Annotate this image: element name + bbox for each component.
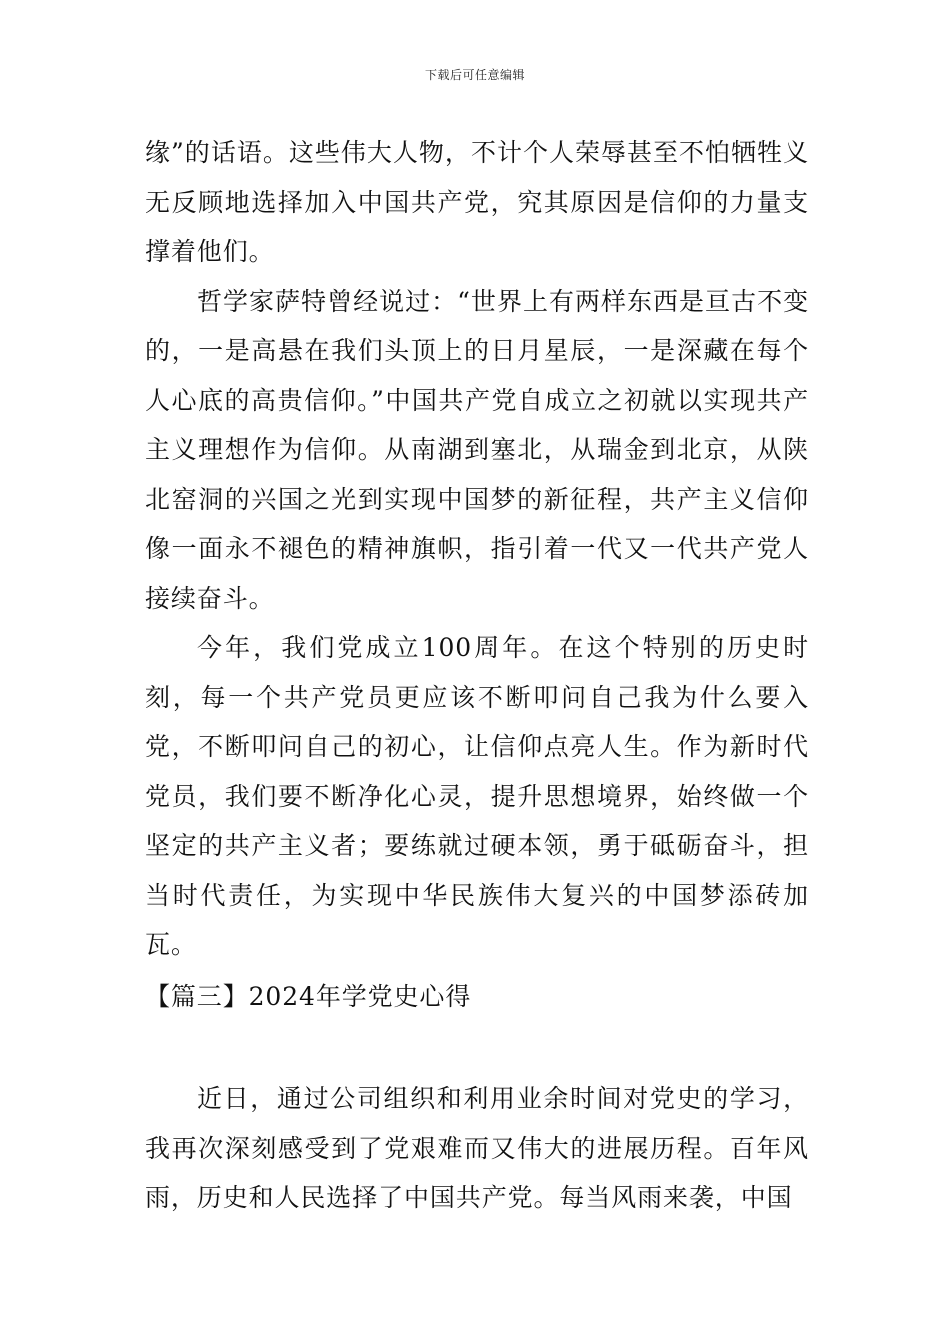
page-header-note: 下载后可任意编辑: [424, 68, 525, 82]
paragraph-centenary: 今年，我们党成立100周年。在这个特别的历史时刻，每一个共产党员更应该不断叩问自己我为什么要入党，不断叩问自己的初心，让信仰点亮人生。作为新时代党员，我们要不断净化心灵，提升思想境界，始终做一个坚定的共产主义者；要练就过硬本领，勇于砥砺奋斗，担当时代责任，为实现中华民族伟大复兴的中国梦添砖加瓦。: [145, 633, 809, 959]
paragraph-party-history: 近日，通过公司组织和利用业余时间对党史的学习，我再次深刻感受到了党艰难而又伟大的进展历程。百年风雨，历史和人民选择了中国共产党。每当风雨来袭，中国: [145, 1084, 809, 1212]
paragraph-continued: 缘”的话语。这些伟大人物，不计个人荣辱甚至不怕牺牲义无反顾地选择加入中国共产党，究其原因是信仰的力量支撑着他们。: [145, 138, 809, 266]
section-title: 【篇三】2024年学党史心得: [145, 982, 472, 1011]
paragraph-sartre-quote: 哲学家萨特曾经说过：“世界上有两样东西是亘古不变的，一是高悬在我们头顶上的日月星辰，一是深藏在每个人心底的高贵信仰。”中国共产党自成立之初就以实现共产主义理想作为信仰。从南湖到塞北，从瑞金到北京，从陕北窑洞的兴国之光到实现中国梦的新征程，共产主义信仰像一面永不褪色的精神旗帜，指引着一代又一代共产党人接续奋斗。: [145, 286, 809, 613]
body-text-block-2: [145, 1074, 809, 1223]
body-text-block: [145, 128, 809, 970]
